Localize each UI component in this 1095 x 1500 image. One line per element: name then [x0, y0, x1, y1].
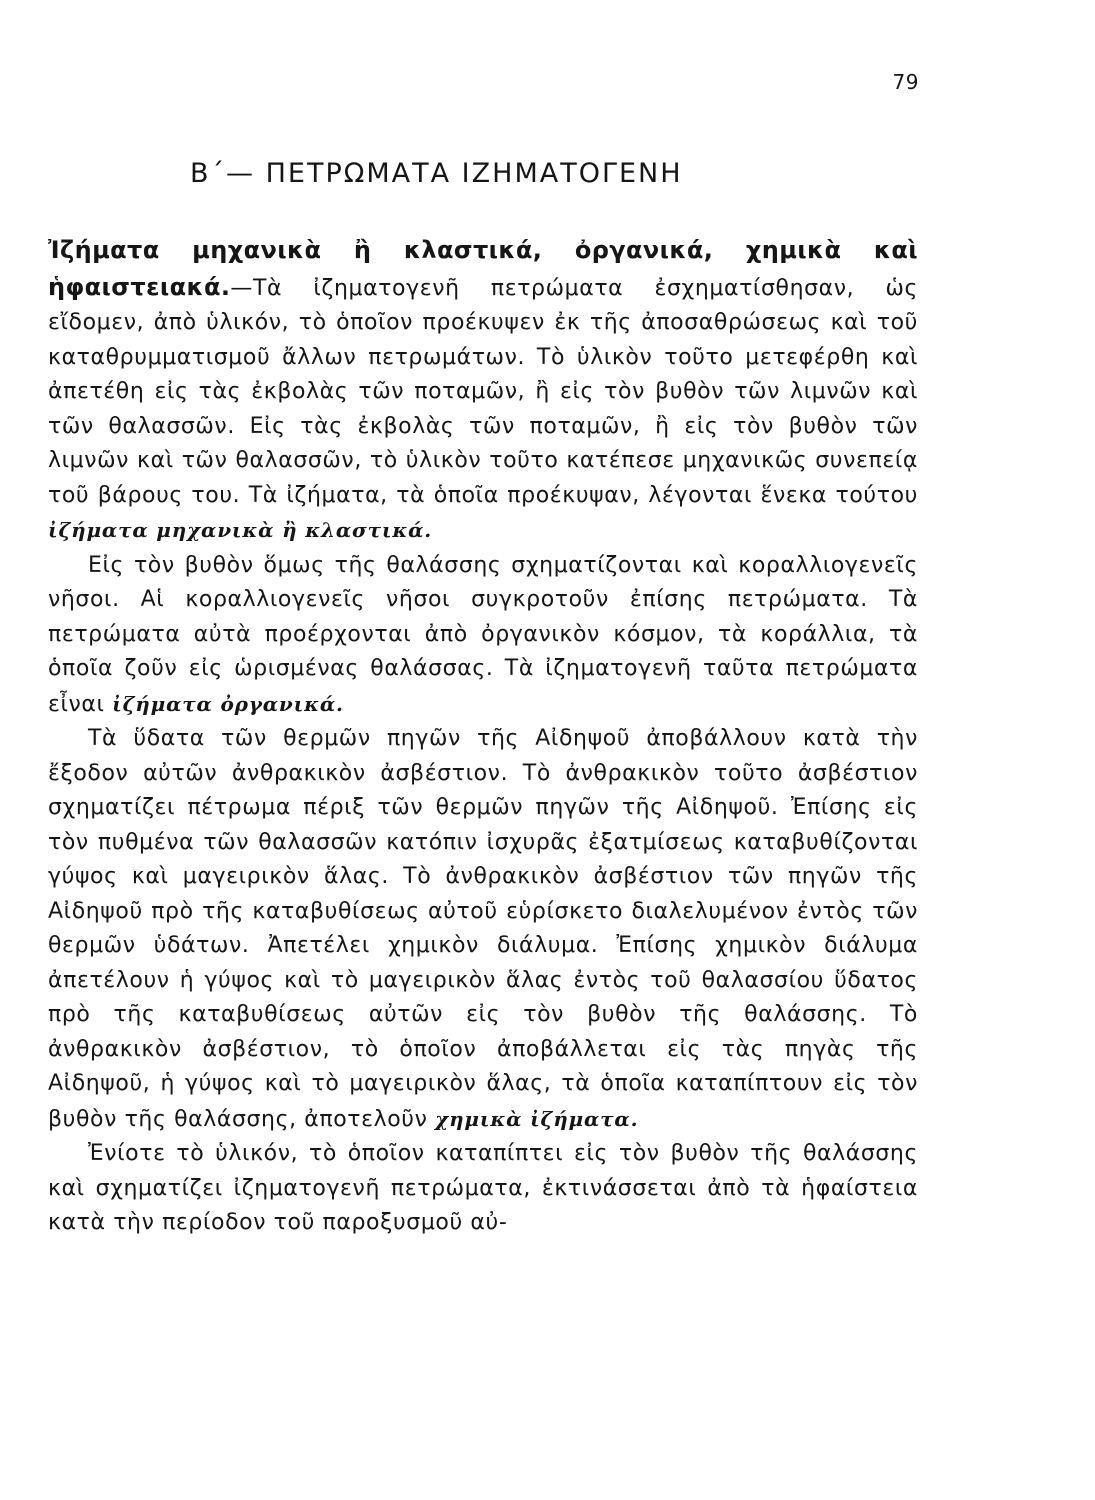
- paragraph-lead-heading: Ἰζήματα μηχανικὰ ἢ κλαστικά, ὀργανικά, χημικὰ καὶ ἡφαιστειακά.: [48, 236, 918, 301]
- emphasized-term: ἰζήματα ὀργανικά.: [112, 691, 344, 716]
- emphasized-term: ἰζήματα μηχανικὰ ἢ κλαστικά.: [48, 518, 433, 542]
- paragraph-text: Ἐνίοτε τὸ ὑλικόν, τὸ ὁποῖον καταπίπτει εἰς τὸν βυθὸν τῆς θαλάσσης καὶ σχηματίζει ἰζηματογενῆ πετρώματα, ἐκτινάσσεται ἀπὸ τὰ ἡφαίστεια κατὰ τὴν περίοδον τοῦ παροξυσμοῦ αὐ-: [48, 1141, 918, 1235]
- paragraph-2: [48, 549, 918, 723]
- paragraph-text: Τὰ ὕδατα τῶν θερμῶν πηγῶν τῆς Αἰδηψοῦ ἀποβάλλουν κατὰ τὴν ἔξοδον αὐτῶν ἀνθρακικὸν ἀσβέστιον. Τὸ ἀνθρακικὸν τοῦτο ἀσβέστιον σχηματίζει πέτρωμα πέριξ τῶν θερμῶν πηγῶν τῆς Αἰδηψοῦ. Ἐπίσης εἰς τὸν πυθμένα τῶν θαλασσῶν κατόπιν ἰσχυρᾶς ἐξατμίσεως καταβυθίζονται γύψος καὶ μαγειρικὸν ἅλας. Τὸ ἀνθρακικὸν ἀσβέστιον τῶν πηγῶν τῆς Αἰδηψοῦ πρὸ τῆς καταβυθίσεως αὐτοῦ εὑρίσκετο διαλελυμένον ἐντὸς τῶν θερμῶν ὑδάτων. Ἀπετέλει χημικὸν διάλυμα. Ἐπίσης χημικὸν διάλυμα ἀπετέλουν ἡ γύψος καὶ τὸ μαγειρικὸν ἅλας ἐντὸς τοῦ θαλασσίου ὕδατος πρὸ τῆς καταβυθίσεως αὐτῶν εἰς τὸν βυθὸν τῆς θαλάσσης. Τὸ ἀνθρακικὸν ἀσβέστιον, τὸ ὁποῖον ἀποβάλλεται εἰς τὰς πηγὰς τῆς Αἰδηψοῦ, ἡ γύψος καὶ τὸ μαγειρικὸν ἅλας, τὰ ὁποῖα καταπίπτουν εἰς τὸν βυθὸν τῆς θαλάσσης, ἀποτελοῦν: [48, 726, 918, 1132]
- paragraph-3: [48, 722, 918, 1137]
- paragraph-text: Εἰς τὸν βυθὸν ὅμως τῆς θαλάσσης σχηματίζονται καὶ κοραλλιογενεῖς νῆσοι. Αἱ κοραλλιογενεῖς νῆσοι συγκροτοῦν ἐπίσης πετρώματα. Τὰ πετρώματα αὐτὰ προέρχονται ἀπὸ ὀργανικὸν κόσμον, τὰ κοράλλια, τὰ ὁποῖα ζοῦν εἰς ὡρισμένας θαλάσσας. Τὰ ἰζηματογενῆ ταῦτα πετρώματα εἶναι: [48, 552, 918, 717]
- paragraph-1: [48, 233, 918, 549]
- body-text: [48, 233, 918, 1241]
- paragraph-text: —Τὰ ἰζηματογενῆ πετρώματα ἐσχηματίσθησαν, ὡς εἴδομεν, ἀπὸ ὑλικόν, τὸ ὁποῖον προέκυψεν ἐκ τῆς ἀποσαθρώσεως καὶ τοῦ καταθρυμματισμοῦ ἄλλων πετρωμάτων. Τὸ ὑλικὸν τοῦτο μετεφέρθη καὶ ἀπετέθη εἰς τὰς ἐκβολὰς τῶν ποταμῶν, ἢ εἰς τὸν βυθὸν τῶν λιμνῶν καὶ τῶν θαλασσῶν. Εἰς τὰς ἐκβολὰς τῶν ποταμῶν, ἢ εἰς τὸν βυθὸν τῶν λιμνῶν καὶ τῶν θαλασσῶν, τὸ ὑλικὸν τοῦτο κατέπεσε μηχανικῶς συνεπείᾳ τοῦ βάρους του. Τὰ ἰζήματα, τὰ ὁποῖα προέκυψαν, λέγονται ἕνεκα τούτου: [48, 275, 918, 508]
- emphasized-term: χημικὰ ἰζήματα.: [435, 1106, 639, 1131]
- page-number: 79: [892, 70, 919, 94]
- section-heading: Β΄— ΠΕΤΡΩΜΑΤΑ ΙΖΗΜΑΤΟΓΕΝΗ: [190, 158, 683, 189]
- paragraph-4: [48, 1137, 918, 1241]
